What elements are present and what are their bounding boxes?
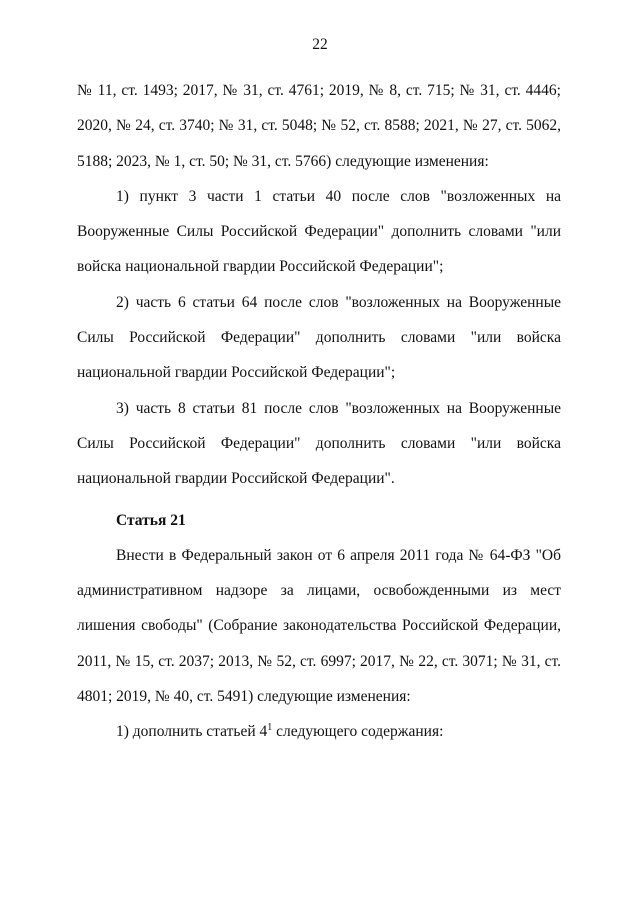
document-body [77, 73, 561, 750]
amendment-item-2: 2) часть 6 статьи 64 после слов "возложенных на Вооруженные Силы Российской Федерации" дополнить словами "или войска национальной гвардии Российской Федерации"; [77, 293, 561, 382]
amendment-item-3: 3) часть 8 статьи 81 после слов "возложенных на Вооруженные Силы Российской Федерации" дополнить словами "или войска национальной гвардии Российской Федерации". [77, 399, 561, 488]
page-number: 22 [312, 36, 328, 53]
final-item-text-before: 1) дополнить статьей 4 [116, 723, 268, 741]
article-heading: Статья 21 [116, 511, 186, 529]
intro-paragraph: № 11, ст. 1493; 2017, № 31, ст. 4761; 2019, № 8, ст. 715; № 31, ст. 4446; 2020, № 24, ст. 3740; № 31, ст. 5048; № 52, ст. 8588; 2021, № 27, ст. 5062, 5188; 2023, № 1, ст. 50; № 31, ст. 5766) следующие изменения: [77, 82, 561, 170]
final-item-text-after: следующего содержания: [272, 723, 444, 741]
final-item-superscript: 1 [267, 722, 273, 734]
amendment-item-1: 1) пункт 3 части 1 статьи 40 после слов "возложенных на Вооруженные Силы Российской Федерации" дополнить словами "или войска национальной гвардии Российской Федерации"; [77, 187, 561, 276]
article-paragraph: Внести в Федеральный закон от 6 апреля 2011 года № 64-ФЗ "Об административном надзоре за лицами, освобожденными из мест лишения свободы" (Собрание законодательства Российской Федерации, 2011, № 15, ст. 2037; 2013, № 52, ст. 6997; 2017, № 22, ст. 3071; № 31, ст. 4801; 2019, № 40, ст. 5491) следующие изменения: [77, 546, 561, 706]
final-amendment-item [77, 714, 561, 749]
